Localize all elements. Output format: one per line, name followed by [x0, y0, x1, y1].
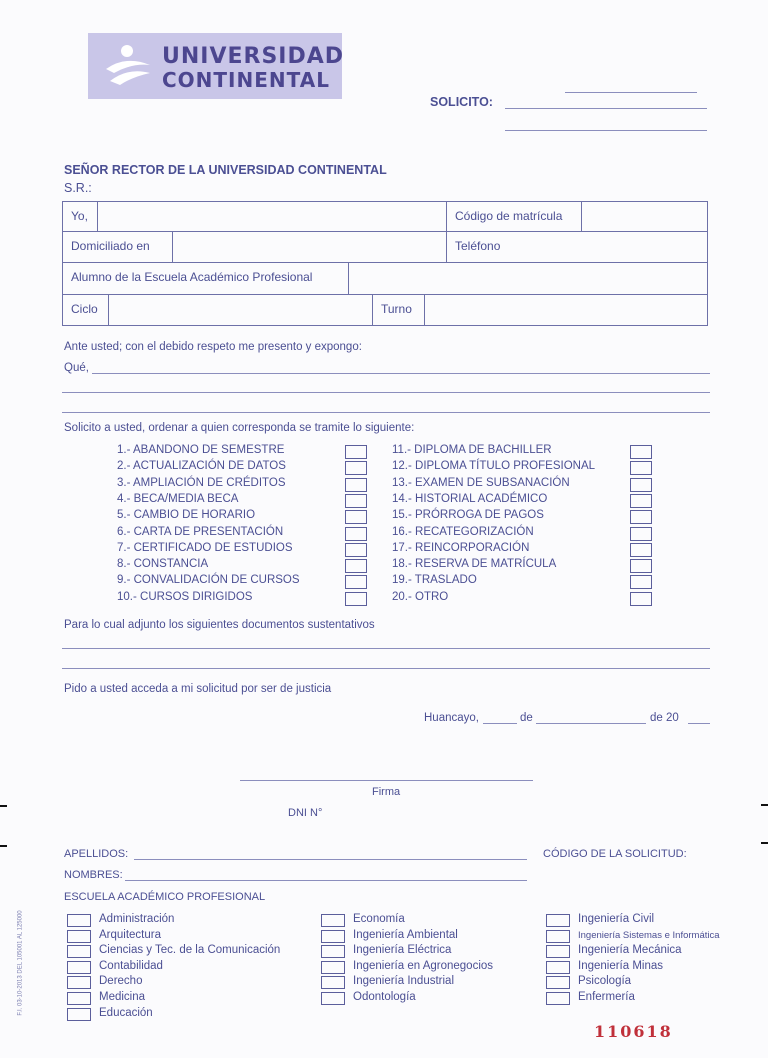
tramites_right-checkbox[interactable] [630, 527, 652, 541]
escuelas_col2-checkbox[interactable] [321, 992, 345, 1005]
tramites_left-label: 5.- CAMBIO DE HORARIO [117, 509, 256, 522]
yo-label: Yo, [71, 209, 88, 223]
escuelas_col3-label: Ingeniería Minas [578, 959, 664, 972]
escuelas_col1-checkbox[interactable] [67, 1008, 91, 1021]
tramites_left-label: 7.- CERTIFICADO DE ESTUDIOS [117, 541, 293, 554]
de-label: de [520, 712, 533, 724]
escuelas_col1-checkbox[interactable] [67, 930, 91, 943]
escuelas_col1-label: Arquitectura [99, 928, 162, 941]
telefono-label: Teléfono [455, 239, 501, 253]
codigo-label: Código de matrícula [455, 209, 563, 223]
tramites_right-label: 16.- RECATEGORIZACIÓN [392, 525, 534, 538]
tramites_right-checkbox[interactable] [630, 543, 652, 557]
tramites_right-checkbox[interactable] [630, 478, 652, 492]
escuelas_col1-checkbox[interactable] [67, 976, 91, 989]
escuelas_col2-label: Ingeniería en Agronegocios [353, 959, 494, 972]
escuelas_col3-checkbox[interactable] [546, 930, 570, 943]
escuelas_col2-checkbox[interactable] [321, 914, 345, 927]
apellidos-line[interactable] [134, 859, 527, 860]
escuelas_col3-checkbox[interactable] [546, 945, 570, 958]
tramites_right-label: 12.- DIPLOMA TÍTULO PROFESIONAL [392, 460, 596, 473]
dni-label: DNI N° [288, 807, 323, 819]
tramites_right-label: 17.- REINCORPORACIÓN [392, 541, 530, 554]
tramites_left-label: 1.- ABANDONO DE SEMESTRE [117, 444, 285, 456]
tramites_left-checkbox[interactable] [345, 575, 367, 589]
escuelas_col2-label: Economía [353, 913, 405, 925]
tramites_left-label: 6.- CARTA DE PRESENTACIÓN [117, 525, 284, 538]
tramites_left-checkbox[interactable] [345, 478, 367, 492]
tramites_right-label: 13.- EXAMEN DE SUBSANACIÓN [392, 476, 570, 489]
escuelas_col3-checkbox[interactable] [546, 961, 570, 974]
ciclo-label: Ciclo [71, 302, 98, 316]
tramites_right-checkbox[interactable] [630, 559, 652, 573]
university-logo [88, 33, 345, 99]
escuelas_col1-checkbox[interactable] [67, 992, 91, 1005]
tramites_left-checkbox[interactable] [345, 461, 367, 475]
escuelas_col2-label: Ingeniería Eléctrica [353, 944, 452, 957]
escuelas_col2-checkbox[interactable] [321, 930, 345, 943]
codigo-field[interactable] [581, 201, 708, 232]
tramites_right-checkbox[interactable] [630, 575, 652, 589]
tramites_left-label: 9.- CONVALIDACIÓN DE CURSOS [117, 574, 300, 587]
escuelas_col3-label: Psicología [578, 975, 632, 988]
escuelas_col3-label: Ingeniería Sistemas e Informática [578, 929, 720, 941]
escuelas_col1-checkbox[interactable] [67, 914, 91, 927]
logo-emblem-icon [102, 43, 154, 89]
side-code: F.I. 03-10-2013 DEL 105001 AL 125000 [17, 910, 24, 1016]
sr-label: S.R.: [64, 181, 92, 195]
escuelas_col2-label: Ingeniería Ambiental [353, 928, 458, 941]
solicito-text: Solicito a usted, ordenar a quien corresponda se tramite lo siguiente: [64, 422, 415, 434]
tramites_left-checkbox[interactable] [345, 510, 367, 524]
tramites_right-label: 18.- RESERVA DE MATRÍCULA [392, 558, 557, 571]
escuelas_col3-label: Enfermería [578, 991, 635, 1003]
domicilio-label: Domiciliado en [71, 239, 150, 253]
escuelas_col1-label: Educación [99, 1006, 153, 1019]
huancayo-label: Huancayo, [424, 712, 479, 724]
cut-mark-left [0, 805, 7, 807]
tramites_left-label: 4.- BECA/MEDIA BECA [117, 492, 239, 505]
ciclo-field[interactable] [108, 294, 373, 326]
tramites_left-label: 10.- CURSOS DIRIGIDOS [117, 590, 253, 603]
pido-text: Pido a usted acceda a mi solicitud por ser de justicia [64, 683, 332, 695]
nombres-line[interactable] [125, 880, 527, 881]
domicilio-field[interactable] [172, 231, 447, 263]
que-label: Qué, [64, 362, 89, 374]
tramites_right-checkbox[interactable] [630, 445, 652, 459]
cut-mark-left-2 [0, 845, 7, 847]
alumno-label: Alumno de la Escuela Académico Profesional [71, 270, 313, 284]
solicito-label: SOLICITO: [430, 95, 493, 109]
tramites_right-checkbox[interactable] [630, 461, 652, 475]
codigo-solicitud-label: CÓDIGO DE LA SOLICITUD: [543, 848, 687, 860]
escuelas_col1-checkbox[interactable] [67, 961, 91, 974]
tramites_left-label: 3.- AMPLIACIÓN DE CRÉDITOS [117, 476, 286, 489]
que-line[interactable] [92, 373, 710, 374]
cut-mark-right [761, 804, 768, 806]
escuela-field[interactable] [348, 262, 708, 295]
escuelas_col3-checkbox[interactable] [546, 992, 570, 1005]
tramites_right-checkbox[interactable] [630, 494, 652, 508]
brand-line1: UNIVERSIDAD [162, 44, 345, 69]
tramites_right-label: 11.- DIPLOMA DE BACHILLER [392, 444, 552, 456]
cut-mark-right-2 [761, 842, 768, 844]
escuelas_col1-label: Contabilidad [99, 959, 163, 972]
escuelas_col3-label: Ingeniería Mecánica [578, 944, 682, 957]
folio-number: 110618 [594, 1022, 673, 1041]
tramites_left-checkbox[interactable] [345, 592, 367, 606]
tramites_left-checkbox[interactable] [345, 494, 367, 508]
rector-heading: SEÑOR RECTOR DE LA UNIVERSIDAD CONTINENTAL [64, 163, 387, 177]
tramites_left-checkbox[interactable] [345, 445, 367, 459]
firma-line[interactable] [240, 780, 533, 781]
tramites_left-checkbox[interactable] [345, 543, 367, 557]
escuelas_col1-label: Derecho [99, 975, 143, 988]
escuela-heading: ESCUELA ACADÉMICO PROFESIONAL [64, 891, 266, 903]
escuelas_col1-label: Medicina [99, 991, 146, 1003]
ante-text: Ante usted; con el debido respeto me presento y expongo: [64, 341, 362, 353]
escuelas_col2-label: Odontología [353, 991, 416, 1003]
brand-line2: CONTINENTAL [162, 68, 330, 92]
tramites_left-checkbox[interactable] [345, 527, 367, 541]
tramites_right-label: 14.- HISTORIAL ACADÉMICO [392, 492, 548, 505]
escuelas_col2-checkbox[interactable] [321, 961, 345, 974]
nombres-label: NOMBRES: [64, 869, 123, 881]
escuelas_col1-checkbox[interactable] [67, 945, 91, 958]
yo-field[interactable] [97, 201, 447, 232]
tramites_right-label: 20.- OTRO [392, 590, 449, 603]
turno-label: Turno [381, 302, 412, 316]
firma-label: Firma [372, 786, 401, 798]
tramites_left-label: 8.- CONSTANCIA [117, 558, 209, 571]
tramites_right-label: 19.- TRASLADO [392, 574, 477, 587]
tramites_left-checkbox[interactable] [345, 559, 367, 573]
escuelas_col3-checkbox[interactable] [546, 914, 570, 927]
escuelas_col1-label: Administración [99, 913, 175, 925]
apellidos-label: APELLIDOS: [64, 848, 129, 860]
tramites_right-checkbox[interactable] [630, 592, 652, 606]
turno-field[interactable] [424, 294, 708, 326]
de20-label: de 20 [650, 712, 679, 724]
tramites_right-checkbox[interactable] [630, 510, 652, 524]
escuelas_col2-checkbox[interactable] [321, 945, 345, 958]
adjunto-text: Para lo cual adjunto los siguientes documentos sustentativos [64, 619, 375, 631]
escuelas_col3-checkbox[interactable] [546, 976, 570, 989]
tramites_right-label: 15.- PRÓRROGA DE PAGOS [392, 509, 544, 522]
escuelas_col1-label: Ciencias y Tec. de la Comunicación [99, 944, 281, 957]
escuelas_col3-label: Ingeniería Civil [578, 913, 655, 925]
escuelas_col2-label: Ingeniería Industrial [353, 975, 455, 988]
tramites_left-label: 2.- ACTUALIZACIÓN DE DATOS [117, 460, 286, 473]
escuelas_col2-checkbox[interactable] [321, 976, 345, 989]
